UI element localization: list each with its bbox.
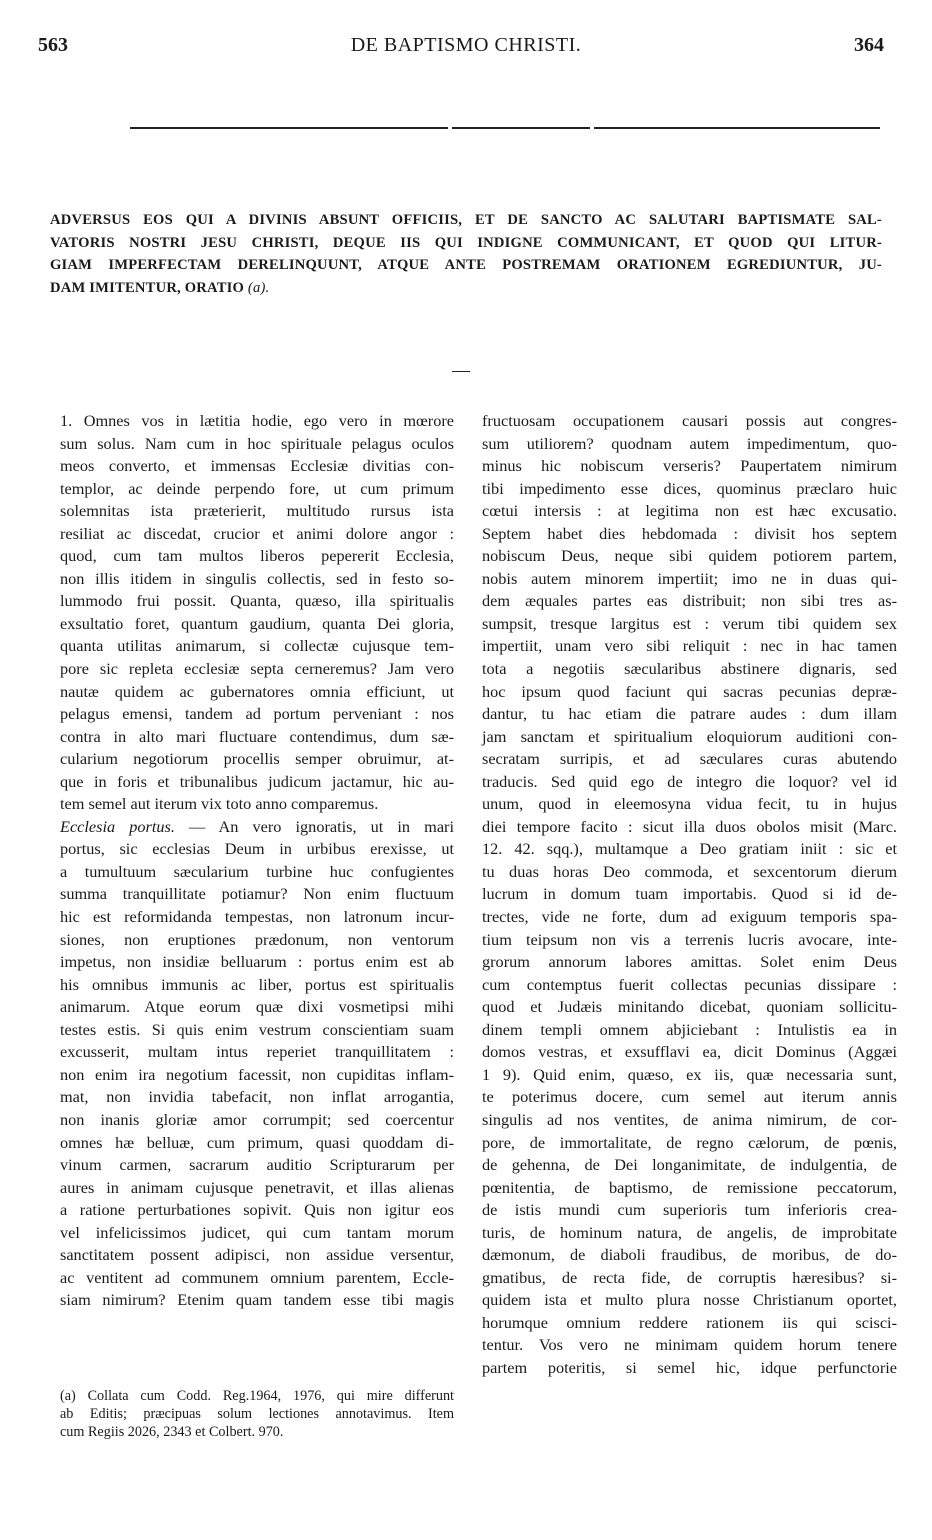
text-line: a tumultuum sæcularium turbine huc confugientes — [60, 861, 454, 881]
text-line: te poterimus docere, cum semel aut iterum annis — [482, 1087, 897, 1107]
text-line: quanta utilitas animarum, si collectæ cujusque tem- — [60, 636, 454, 656]
text-line: tibi impedimento esse dices, quominus præclaro huic — [482, 478, 897, 498]
footnote-line: ab Editis; præcipuas solum lectiones annotavimus. Item — [60, 1406, 454, 1422]
text-line: vinum carmen, sacrarum auditio Scripturarum per — [60, 1155, 454, 1175]
text-line: jam sanctam et spiritualium eloquiorum auditioni con- — [482, 726, 897, 746]
running-head — [0, 34, 932, 64]
oration-heading — [50, 206, 882, 296]
text-line: trectes, vide ne forte, dum ad exiguum temporis spa- — [482, 907, 897, 927]
heading-line: ADVERSUS EOS QUI A DIVINIS ABSUNT OFFICIIS, ET DE SANCTO AC SALUTARI BAPTISMATE SAL- — [50, 212, 882, 228]
text-line: unum, quod in eleemosyna vidua fecit, tu in hujus — [482, 794, 897, 814]
text-line: his omnibus immunis ac liber, portus est spiritualis — [60, 974, 454, 994]
text-line: dinem templi omnem abjiciebant : Intulistis ea in — [482, 1019, 897, 1039]
text-line: secratam surripis, et ad sæculares curas abutendo — [482, 749, 897, 769]
text-line: excusserit, multam intus reperiet tranquillitatem : — [60, 1042, 454, 1062]
footnote-line: (a) Collata cum Codd. Reg.1964, 1976, qui mire differunt — [60, 1388, 454, 1404]
text-line: pelagus emensi, tandem ad portum perveniant : nos — [60, 704, 454, 724]
text-line: aures in animam cujusque penetravit, et illas alienas — [60, 1177, 454, 1197]
text-line: tota a negotiis sæcularibus abstinere dignaris, sed — [482, 659, 897, 679]
text-line: impetus, non insidiæ belluarum : portus enim est ab — [60, 952, 454, 972]
text-line: dantur, tu hac etiam die patrare audes : dum illam — [482, 704, 897, 724]
text-line: que in foris et tribunalibus judicum jactamur, hic au- — [60, 771, 454, 791]
text-line: contra in alto mari fluctuare contendimus, dum sæ- — [60, 726, 454, 746]
section-separator — [452, 371, 470, 372]
footnote-reference: (a). — [247, 279, 270, 296]
text-line: nautæ quidem ac gubernatores omnia efficiunt, ut — [60, 681, 454, 701]
footnote — [60, 1387, 454, 1441]
heading-line-last — [50, 274, 882, 297]
text-line: impertiit, unam vero sibi reliquit : nec in hac tamen — [482, 636, 897, 656]
text-line: lummodo frui possit. Quanta, quæso, illa spiritualis — [60, 591, 454, 611]
heading-line: VATORIS NOSTRI JESU CHRISTI, DEQUE IIS QUI INDIGNE COMMUNICANT, ET QUOD QUI LITUR- — [50, 234, 882, 251]
text-line-rest: — An vero ignoratis, ut in mari — [174, 816, 455, 836]
text-line: pore sic repleta ecclesiæ septa cerneremus? Jam vero — [60, 659, 454, 679]
header-rule-right — [594, 127, 880, 129]
text-line: de istis mundi cum superioris tum inferioris crea- — [482, 1200, 897, 1220]
right-column — [482, 410, 897, 1380]
text-line: nobis autem minorem impertiit; imo ne in duas qui- — [482, 568, 897, 588]
text-line: singulis ad nos ventites, de anima nimirum, de cor- — [482, 1109, 897, 1129]
left-column — [60, 410, 454, 1312]
text-line: tu duas horas Deo commoda, et sexcentorum dierum — [482, 861, 897, 881]
text-line: templor, ac deinde perpendo fore, ut cum primum — [60, 478, 454, 498]
text-line: siones, non eruptiones prædonum, non ventorum — [60, 929, 454, 949]
text-line: 12. 42. sqq.), multamque a Deo gratiam iniit : sic et — [482, 839, 897, 859]
text-line: grorum annorum labores amittas. Solet enim Deus — [482, 952, 897, 972]
text-line: summa tranquillitate potiamur? Non enim fluctuum — [60, 884, 454, 904]
text-line: animarum. Atque eorum quæ dixi vosmetipsi mihi — [60, 997, 454, 1017]
section-caption: Ecclesia portus. — [60, 816, 175, 836]
text-line: partem poteritis, si semel hic, idque perfunctorie — [482, 1357, 897, 1377]
header-rule-middle — [452, 127, 590, 129]
header-rule-left — [130, 127, 448, 129]
text-line: resiliat ac discedat, crucior et animi dolore angor : — [60, 523, 454, 543]
heading-line: DAM IMITENTUR, ORATIO — [50, 279, 245, 296]
text-line: ac ventitent ad communem omnium parentem, Eccle- — [60, 1267, 454, 1287]
text-line: pœnitentia, de baptismo, de remissione peccatorum, — [482, 1177, 897, 1197]
text-line: quod, cum tam multos liberos pepererit Ecclesia, — [60, 546, 454, 566]
text-line: vel infelicissimos judicet, qui cum tantam morum — [60, 1222, 454, 1242]
text-line: mat, non invidia tabefacit, non inflat arrogantia, — [60, 1087, 454, 1107]
text-line: fructuosam occupationem causari possis aut congres- — [482, 411, 897, 430]
page-number-right: 364 — [854, 34, 884, 56]
text-line: sum utiliorem? quodnam autem impedimentum, quo- — [482, 433, 897, 453]
text-line: pore, de immortalitate, de regno cælorum, de pœnis, — [482, 1132, 897, 1152]
text-line: meos converto, et immensas Ecclesiæ divitias con- — [60, 456, 454, 476]
text-line: solemnitas ista præterierit, multitudo rursus ista — [60, 501, 454, 521]
footnote-line: cum Regiis 2026, 2343 et Colbert. 970. — [60, 1424, 284, 1440]
text-line: gmatibus, de recta fide, de corruptis hæresibus? si- — [482, 1267, 897, 1287]
text-line: diei tempore facito : sicut illa duos obolos misit (Marc. — [482, 816, 897, 836]
text-line: cœtui intersis : at legitima non est hæc excusatio. — [482, 501, 897, 521]
text-line: non illis itidem in singulis collectis, sed in festo so- — [60, 568, 454, 588]
text-line: cum contemptus fuerit collectas pecunias dissipare : — [482, 974, 897, 994]
text-line: lucrum in domum tuam importabis. Quod si id de- — [482, 884, 897, 904]
text-line: non enim ira negotium facessit, non cupiditas inflam- — [60, 1064, 454, 1084]
text-line: omnes hæ belluæ, cum primum, quasi quoddam di- — [60, 1132, 454, 1152]
text-line: dem æquales partes eas distribuit; non sibi tres as- — [482, 591, 897, 611]
text-line: non inanis gloriæ amor corrumpit; sed coercentur — [60, 1109, 454, 1129]
text-line — [60, 816, 454, 839]
text-line: testes estis. Si quis enim vestrum conscientiam suam — [60, 1019, 454, 1039]
text-line: hic est reformidanda tempestas, non latronum incur- — [60, 907, 454, 927]
text-line: tentur. Vos vero ne minimam quidem horum tenere — [482, 1335, 897, 1355]
text-line: quidem ista et multo plura nosse Christianum oportet, — [482, 1290, 897, 1310]
text-line: sanctitatem possent adipisci, non assidue versentur, — [60, 1245, 454, 1265]
running-title: DE BAPTISMO CHRISTI. — [350, 34, 582, 56]
text-line: traducis. Sed quid ego de integro die loquor? vel id — [482, 771, 897, 791]
text-line: dæmonum, de diaboli fraudibus, de moribus, de do- — [482, 1245, 897, 1265]
text-line: Septem habet dies hebdomada : divisit hos septem — [482, 523, 897, 543]
text-line: domos vestras, et exsufflavi ea, dicit Dominus (Aggæi — [482, 1042, 897, 1062]
text-line: hoc ipsum quod faciunt qui sacras pecunias depræ- — [482, 681, 897, 701]
text-line: de gehenna, de Dei longanimitate, de indulgentia, de — [482, 1155, 897, 1175]
text-line: siam nimirum? Etenim quam tandem esse tibi magis — [60, 1290, 454, 1310]
text-line: exsultatio foret, quantum gaudium, quanta Dei gloria, — [60, 613, 454, 633]
text-line: cularium negotiorum procellis semper obruimur, at- — [60, 749, 454, 769]
text-line: 1 9). Quid enim, quæso, ex iis, quæ necessaria sunt, — [482, 1064, 897, 1084]
text-line: 1. Omnes vos in lætitia hodie, ego vero in mœrore — [60, 411, 454, 430]
text-line: horumque omnium reddere rationem iis qui scisci- — [482, 1312, 897, 1332]
page-number-left: 563 — [38, 34, 68, 56]
text-line: portus, sic ecclesias Deum in urbibus erexisse, ut — [60, 839, 454, 859]
text-line: sumpsit, tresque largitus est : verum tibi quidem sex — [482, 613, 897, 633]
text-line: quod et Judæis minitando dicebat, quoniam sollicitu- — [482, 997, 897, 1017]
text-line: turis, de hominum natura, de angelis, de improbitate — [482, 1222, 897, 1242]
text-line: sum solus. Nam cum in hoc spirituale pelagus oculos — [60, 433, 454, 453]
text-line: nobiscum Deus, neque sibi quidem potiorem partem, — [482, 546, 897, 566]
text-line: minus hic nobiscum verseris? Paupertatem nimirum — [482, 456, 897, 476]
heading-line: GIAM IMPERFECTAM DERELINQUUNT, ATQUE ANTE POSTREMAM ORATIONEM EGREDIUNTUR, JU- — [50, 257, 882, 274]
text-line: tium teipsum non vis a terrenis lucris avocare, inte- — [482, 929, 897, 949]
text-line: tem semel aut iterum vix toto anno comparemus. — [60, 794, 379, 814]
text-line: a ratione perturbationes sopivit. Quis non igitur eos — [60, 1200, 454, 1220]
